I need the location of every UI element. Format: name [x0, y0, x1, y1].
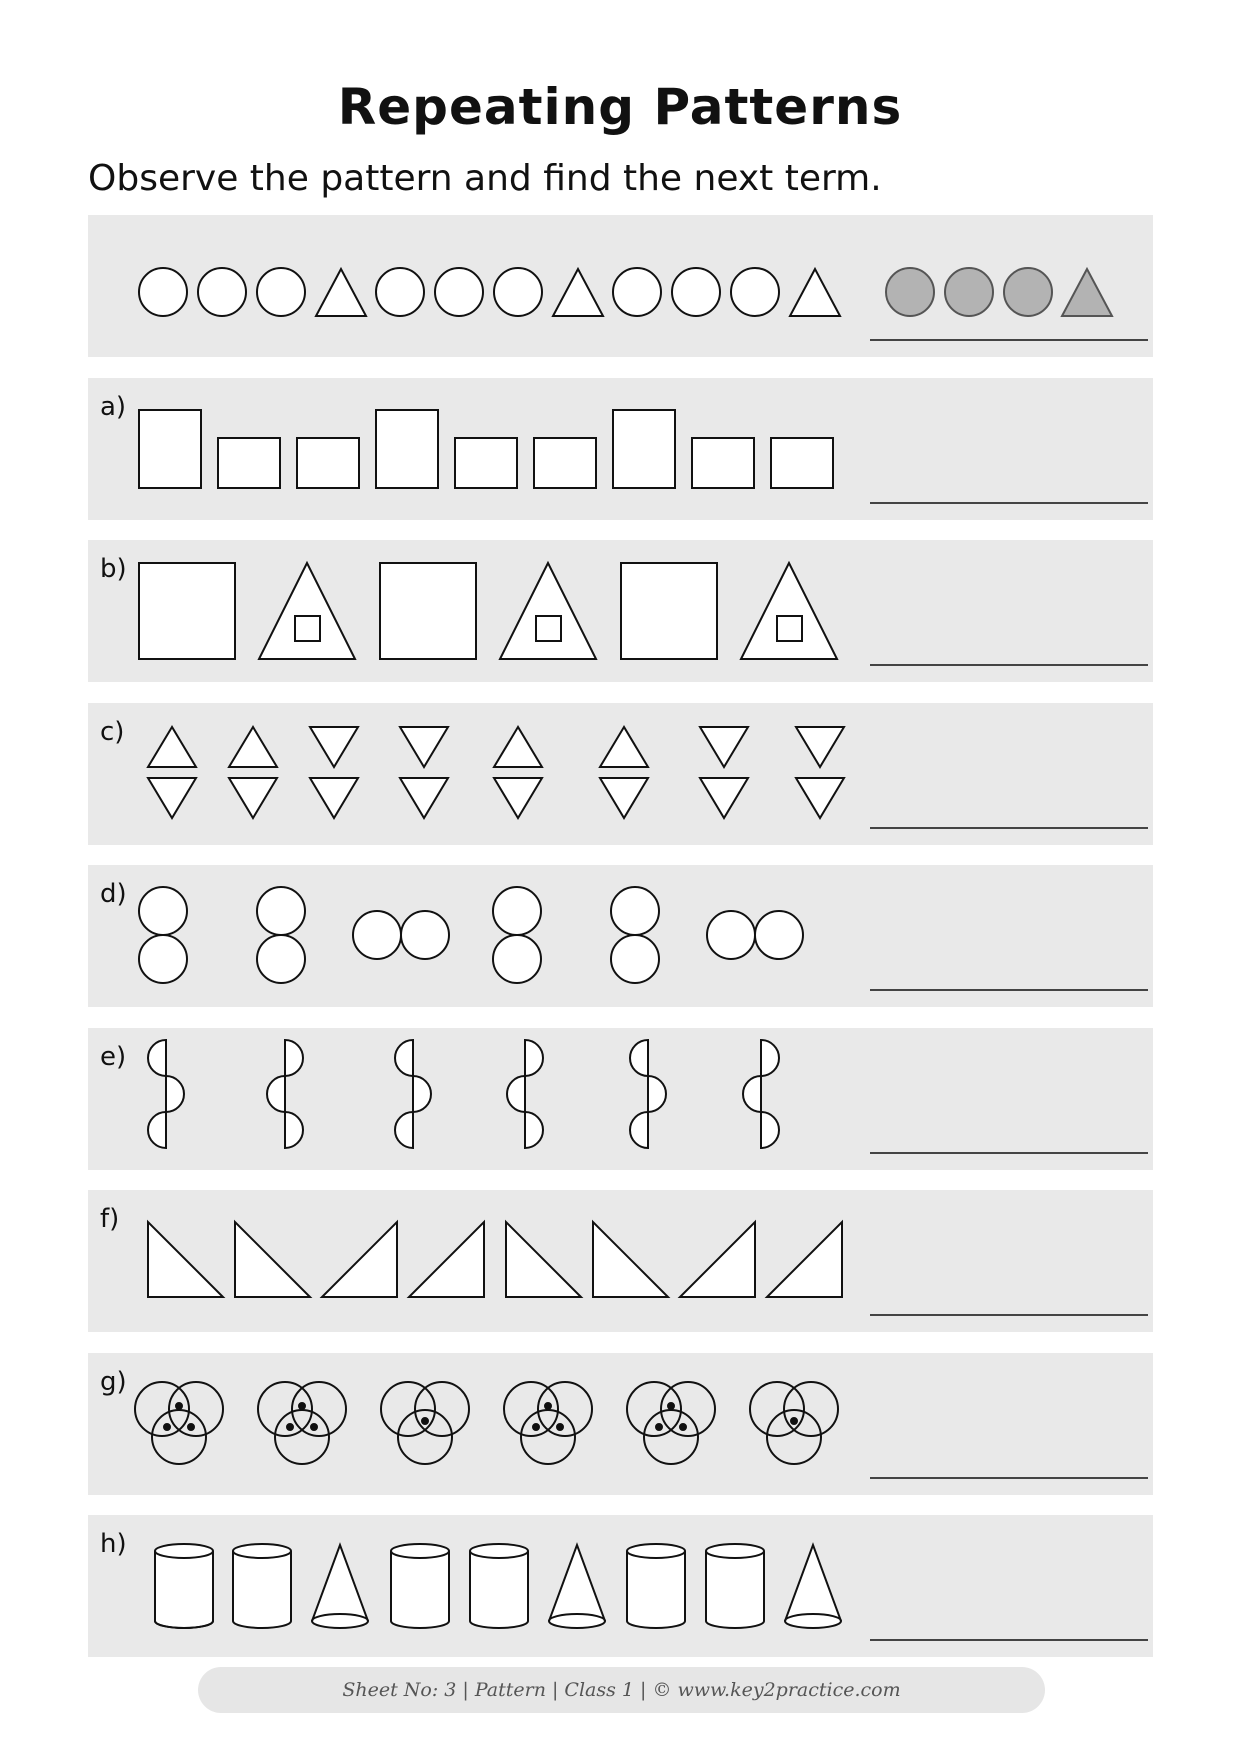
- circle-icon: [435, 268, 483, 316]
- up-over-down-triangles-icon: [229, 727, 277, 818]
- cylinder-icon: [391, 1544, 449, 1628]
- half-circles-stack-icon: [395, 1040, 431, 1148]
- short-rectangle-icon: [455, 438, 517, 488]
- pattern-drawing-d: [88, 865, 1153, 1007]
- venn-diagram-icon: [750, 1382, 838, 1464]
- pattern-drawing-c: [88, 703, 1153, 845]
- circle-icon: [494, 268, 542, 316]
- example-pattern-drawing: [88, 215, 1153, 357]
- example-answer-line[interactable]: [870, 339, 1148, 341]
- footer-text: Sheet No: 3 | Pattern | Class 1 | © www.key2practice.com: [198, 1667, 1045, 1713]
- page-title: Repeating Patterns: [337, 78, 903, 136]
- question-row-g: [88, 1353, 1153, 1495]
- answer-line-c[interactable]: [870, 827, 1148, 829]
- half-circles-stack-icon: [507, 1040, 543, 1148]
- short-rectangle-icon: [534, 438, 596, 488]
- answer-line-b[interactable]: [870, 664, 1148, 666]
- square-icon: [380, 563, 476, 659]
- tall-rectangle-icon: [139, 410, 201, 488]
- cone-icon: [549, 1545, 605, 1628]
- short-rectangle-icon: [771, 438, 833, 488]
- question-row-a: [88, 378, 1153, 520]
- tall-rectangle-icon: [376, 410, 438, 488]
- question-row-b: [88, 540, 1153, 682]
- question-label: d): [100, 879, 127, 909]
- triangle-with-square-icon: [259, 563, 355, 659]
- filled-circle-icon: [945, 268, 993, 316]
- down-over-down-triangles-icon: [310, 727, 358, 818]
- question-label: a): [100, 392, 127, 422]
- two-circles-vertical-icon: [611, 887, 659, 983]
- question-row-e: [88, 1028, 1153, 1170]
- triangle-with-square-icon: [500, 563, 596, 659]
- triangle-with-square-icon: [741, 563, 837, 659]
- up-over-down-triangles-icon: [494, 727, 542, 818]
- answer-line-d[interactable]: [870, 989, 1148, 991]
- two-circles-vertical-icon: [257, 887, 305, 983]
- filled-triangle-icon: [1062, 269, 1112, 316]
- venn-diagram-icon: [627, 1382, 715, 1464]
- pattern-drawing-e: [88, 1028, 1153, 1170]
- cylinder-icon: [706, 1544, 764, 1628]
- cylinder-icon: [470, 1544, 528, 1628]
- venn-diagram-icon: [258, 1382, 346, 1464]
- cylinder-icon: [155, 1544, 213, 1628]
- cylinder-icon: [627, 1544, 685, 1628]
- circle-icon: [139, 268, 187, 316]
- filled-circle-icon: [886, 268, 934, 316]
- right-triangle-icon: [506, 1222, 581, 1297]
- question-label: f): [100, 1204, 120, 1234]
- circle-icon: [672, 268, 720, 316]
- right-triangle-icon: [235, 1222, 310, 1297]
- circle-icon: [731, 268, 779, 316]
- venn-diagram-icon: [504, 1382, 592, 1464]
- short-rectangle-icon: [297, 438, 359, 488]
- right-triangle-icon: [409, 1222, 484, 1297]
- answer-line-h[interactable]: [870, 1639, 1148, 1641]
- question-label: g): [100, 1367, 127, 1397]
- square-icon: [621, 563, 717, 659]
- pattern-drawing-f: [88, 1190, 1153, 1332]
- two-circles-vertical-icon: [139, 887, 187, 983]
- triangle-icon: [790, 269, 840, 316]
- tall-rectangle-icon: [613, 410, 675, 488]
- half-circles-stack-icon: [148, 1040, 184, 1148]
- down-over-down-triangles-icon: [796, 727, 844, 818]
- pattern-drawing-h: [88, 1515, 1153, 1657]
- two-circles-vertical-icon: [493, 887, 541, 983]
- half-circles-stack-icon: [743, 1040, 779, 1148]
- right-triangle-icon: [322, 1222, 397, 1297]
- two-circles-horizontal-icon: [353, 911, 449, 959]
- answer-line-a[interactable]: [870, 502, 1148, 504]
- venn-diagram-icon: [381, 1382, 469, 1464]
- short-rectangle-icon: [218, 438, 280, 488]
- question-row-f: [88, 1190, 1153, 1332]
- triangle-icon: [553, 269, 603, 316]
- up-over-down-triangles-icon: [600, 727, 648, 818]
- instruction-text: Observe the pattern and find the next term.: [88, 158, 882, 199]
- question-label: e): [100, 1042, 127, 1072]
- question-label: h): [100, 1529, 127, 1559]
- answer-line-e[interactable]: [870, 1152, 1148, 1154]
- circle-icon: [257, 268, 305, 316]
- two-circles-horizontal-icon: [707, 911, 803, 959]
- pattern-drawing-a: [88, 378, 1153, 520]
- question-label: b): [100, 554, 127, 584]
- example-row: [88, 215, 1153, 357]
- question-row-d: [88, 865, 1153, 1007]
- venn-diagram-icon: [135, 1382, 223, 1464]
- circle-icon: [198, 268, 246, 316]
- triangle-icon: [316, 269, 366, 316]
- circle-icon: [613, 268, 661, 316]
- down-over-down-triangles-icon: [400, 727, 448, 818]
- down-over-down-triangles-icon: [700, 727, 748, 818]
- cone-icon: [312, 1545, 368, 1628]
- right-triangle-icon: [593, 1222, 668, 1297]
- question-label: c): [100, 717, 125, 747]
- cone-icon: [785, 1545, 841, 1628]
- right-triangle-icon: [680, 1222, 755, 1297]
- answer-line-g[interactable]: [870, 1477, 1148, 1479]
- short-rectangle-icon: [692, 438, 754, 488]
- filled-circle-icon: [1004, 268, 1052, 316]
- right-triangle-icon: [148, 1222, 223, 1297]
- half-circles-stack-icon: [630, 1040, 666, 1148]
- half-circles-stack-icon: [267, 1040, 303, 1148]
- right-triangle-icon: [767, 1222, 842, 1297]
- square-icon: [139, 563, 235, 659]
- circle-icon: [376, 268, 424, 316]
- up-over-down-triangles-icon: [148, 727, 196, 818]
- cylinder-icon: [233, 1544, 291, 1628]
- pattern-drawing-b: [88, 540, 1153, 682]
- question-row-h: [88, 1515, 1153, 1657]
- answer-line-f[interactable]: [870, 1314, 1148, 1316]
- question-row-c: [88, 703, 1153, 845]
- pattern-drawing-g: [88, 1353, 1153, 1495]
